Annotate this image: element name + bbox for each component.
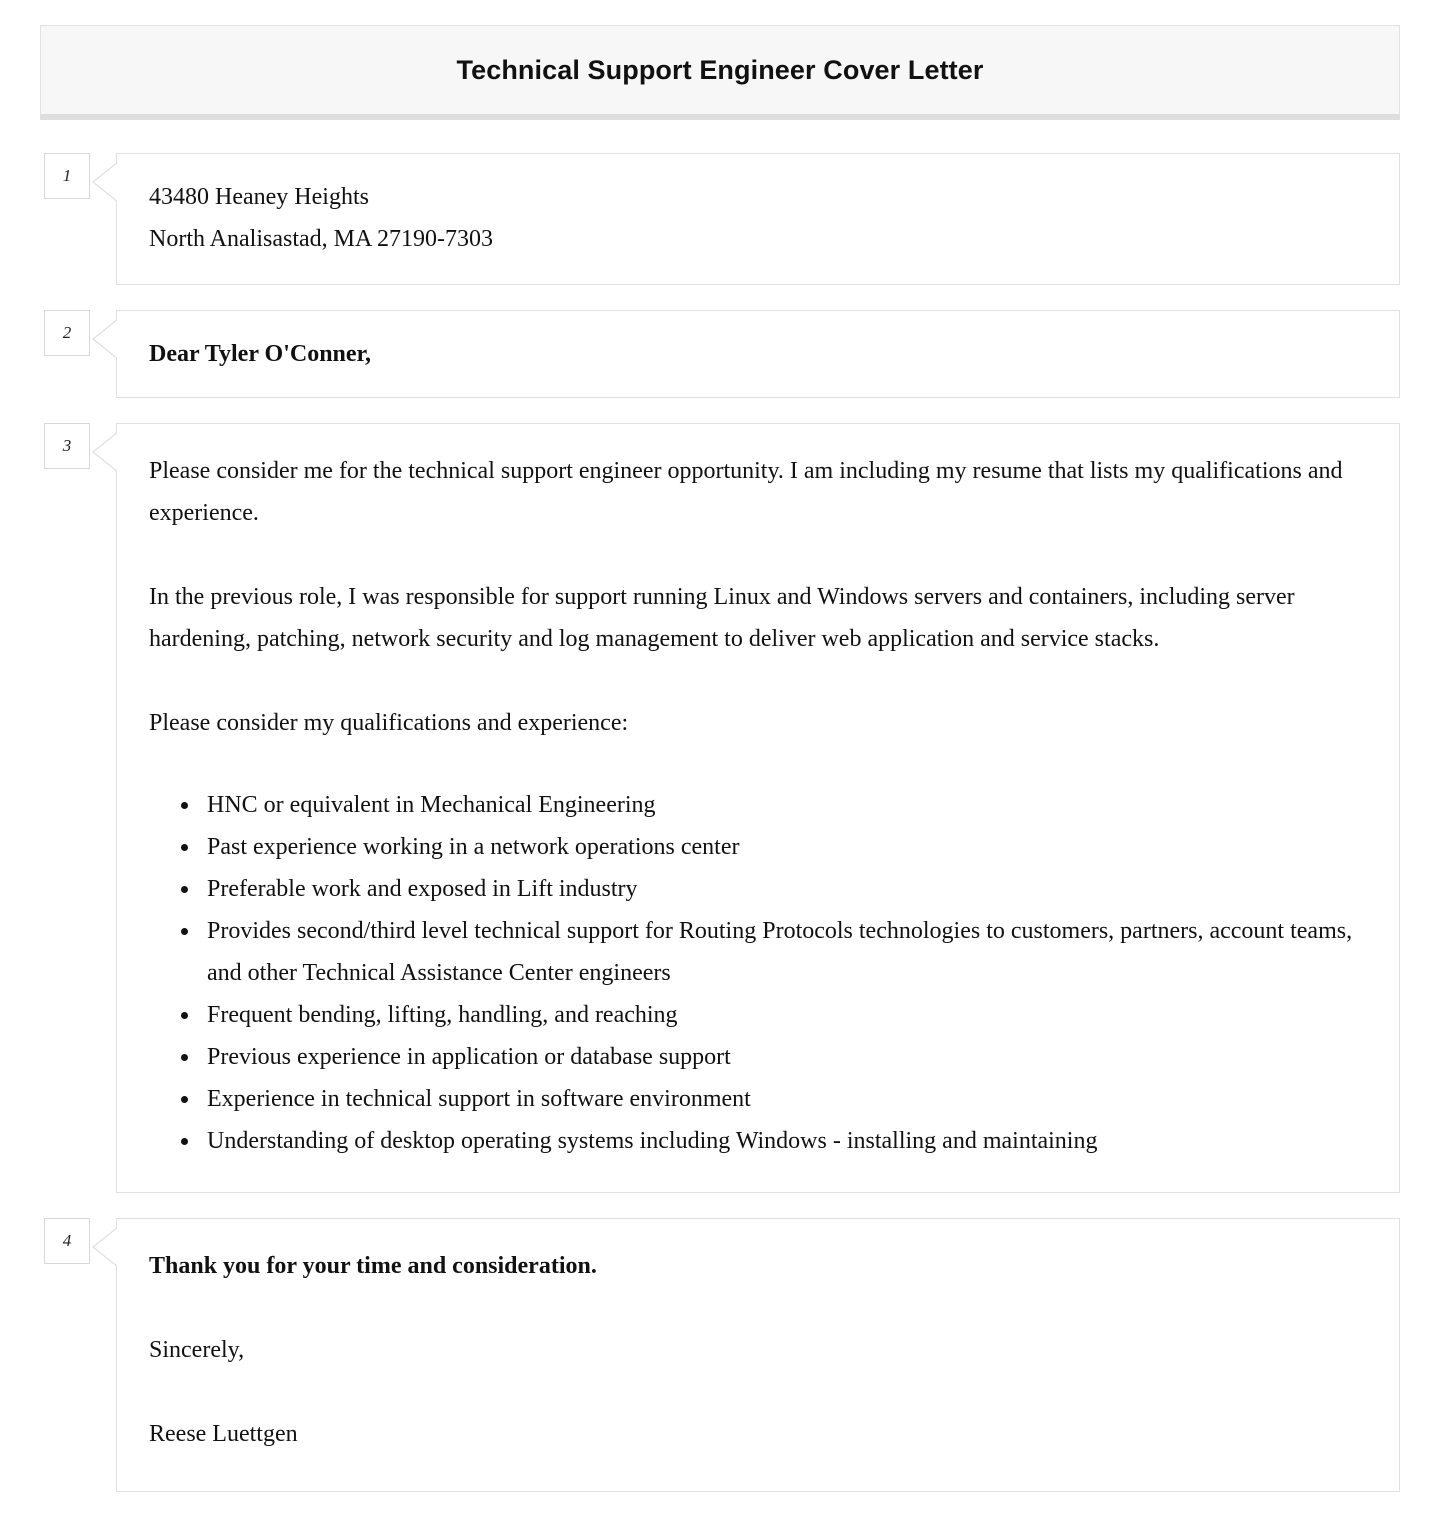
section-number-4: 4 [44,1218,90,1264]
address-line-1: 43480 Heaney Heights [149,184,369,210]
section-letter-body [40,423,1400,1193]
section-address [40,153,1400,285]
signature-name: Reese Luettgen [149,1421,298,1447]
list-item: • HNC or equivalent in Mechanical Engineering [201,784,1369,826]
section-closing [40,1218,1400,1492]
callout-tail-fill-icon [94,319,119,359]
list-item: • Previous experience in application or database support [201,1036,1369,1078]
callout-tail-fill-icon [94,162,119,202]
document-header [40,25,1400,120]
list-item: • Frequent bending, lifting, handling, and reaching [201,994,1369,1036]
list-item: • Past experience working in a network operations center [201,826,1369,868]
body-paragraph-1: Please consider me for the technical support engineer opportunity. I am including my resume that lists my qualifications and experience. [149,458,1343,526]
section-salutation [40,310,1400,398]
annotated-sections [0,153,1440,1492]
callout-tail-fill-icon [94,1227,119,1267]
body-paragraph-3: Please consider my qualifications and experience: [149,710,629,736]
section-number-1: 1 [44,153,90,199]
section-number-3: 3 [44,423,90,469]
list-item: • Preferable work and exposed in Lift industry [201,868,1369,910]
callout-tail-fill-icon [94,432,119,472]
thank-you-text: Thank you for your time and consideration. [149,1253,597,1279]
qualifications-list [149,784,1369,1162]
page-title: Technical Support Engineer Cover Letter [456,54,984,85]
cover-letter-page [0,25,1440,1492]
address-bubble [116,153,1400,285]
list-item: • Experience in technical support in software environment [201,1078,1369,1120]
sign-off-text: Sincerely, [149,1337,245,1363]
address-line-2: North Analisastad, MA 27190-7303 [149,226,493,252]
list-item: • Understanding of desktop operating systems including Windows - installing and maintaining [201,1120,1369,1162]
section-number-2: 2 [44,310,90,356]
letter-body-bubble [116,423,1400,1193]
salutation-bubble [116,310,1400,398]
closing-bubble [116,1218,1400,1492]
body-paragraph-2: In the previous role, I was responsible for support running Linux and Windows servers and containers, including server hardening, patching, network security and log management to deliver web application and service stacks. [149,584,1295,652]
salutation-text: Dear Tyler O'Conner, [149,341,371,367]
list-item: • Provides second/third level technical support for Routing Protocols technologies to customers, partners, account teams, and other Technical Assistance Center engineers [201,910,1369,994]
